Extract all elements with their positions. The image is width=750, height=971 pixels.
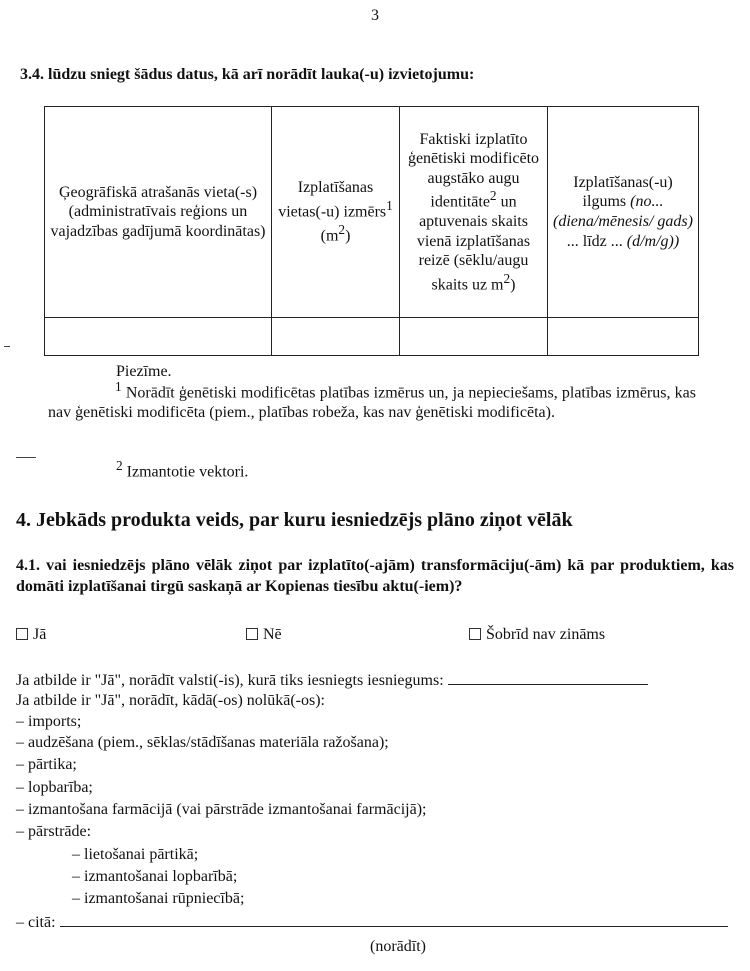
footnote-2: $^2$ Izmantotie vektori. [116,458,249,481]
list-item: – izmantošana farmācijā (vai pārstrāde izmantošanai farmācijā); [16,801,427,818]
margin-mark [4,346,10,347]
col-geographic-location: Ģeogrāfiskā atrašanās vieta(-s) (administratīvais reģions un vajadzības gadījumā koordinātas) [45,107,272,318]
cell-input[interactable] [400,318,548,356]
cell-input[interactable] [45,318,272,356]
page-number: 3 [371,7,379,24]
list-item: – izmantošanai rūpniecībā; [72,890,245,907]
list-item: – izmantošanai lopbarībā; [72,868,238,885]
purpose-line: Ja atbilde ir "Jā", norādīt, kādā(-os) nolūkā(-os): [16,692,325,709]
table-header-row [45,107,699,318]
col-plant-identity: Faktiski izplatīto ģenētiski modificēto augstāko augu identitāte$^2$ un aptuvenais skaits vienā izplatīšanas reizē (sēklu/augu skaits uz $m^2$) [400,107,548,318]
list-item: – imports; [16,713,82,730]
table-row [45,318,699,356]
col-release-duration: Izplatīšanas(-u) ilgums (no... (diena/mēnesis/ gads) ... līdz ... (d/m/g)) [548,107,699,318]
question-4-1: 4.1. vai iesniedzējs plāno vēlāk ziņot par izplatīto(-ajām) transformāciju(-ām) kā par produktiem, kas domāti izplatīšanai tirgū saskaņā ar Kopienas tiesību aktu(-iem)? [16,557,734,595]
checkbox-unknown[interactable] [469,628,481,640]
other-line: – citā: [16,912,728,933]
option-unknown[interactable]: Šobrīd nav zināms [469,625,605,645]
cell-input[interactable] [548,318,699,356]
list-item: – audzēšana (piem., sēklas/stādīšanas materiāla ražošana); [16,734,389,751]
col-release-size: Izplatīšanas vietas(-u) izmērs$^1$ $(m^2)$ [272,107,400,318]
list-item: – lietošanai pārtikā; [72,846,199,863]
cell-input[interactable] [272,318,400,356]
checkbox-no[interactable] [246,628,258,640]
country-line: Ja atbilde ir "Jā", norādīt valsti(-is), kurā tiks iesniegts iesniegums: [16,670,648,691]
section-3-4-heading: 3.4. lūdzu sniegt šādus datus, kā arī norādīt lauka(-u) izvietojumu: [20,66,475,83]
other-field[interactable] [60,912,728,927]
option-no[interactable]: Nē [246,625,282,645]
checkbox-yes[interactable] [16,628,28,640]
list-item: – lopbarība; [16,779,93,796]
list-item: – pārstrāde: [16,823,92,840]
other-hint: (norādīt) [370,938,426,955]
option-yes[interactable]: Jā [16,625,46,645]
country-field[interactable] [448,670,648,685]
section-4-heading: 4. Jebkāds produkta veids, par kuru iesniedzējs plāno ziņot vēlāk [16,509,573,531]
list-item: – pārtika; [16,756,77,773]
footnote-1: $^1$ Norādīt ģenētiski modificētas platības izmērus un, ja nepieciešams, platības izmērus, kas nav ģenētiski modificēta (piem., platības robeža, kas nav ģenētiski modificēta). [48,379,696,422]
margin-mark [16,457,36,458]
release-data-table [44,106,699,356]
note-label: Piezīme. [116,363,172,380]
